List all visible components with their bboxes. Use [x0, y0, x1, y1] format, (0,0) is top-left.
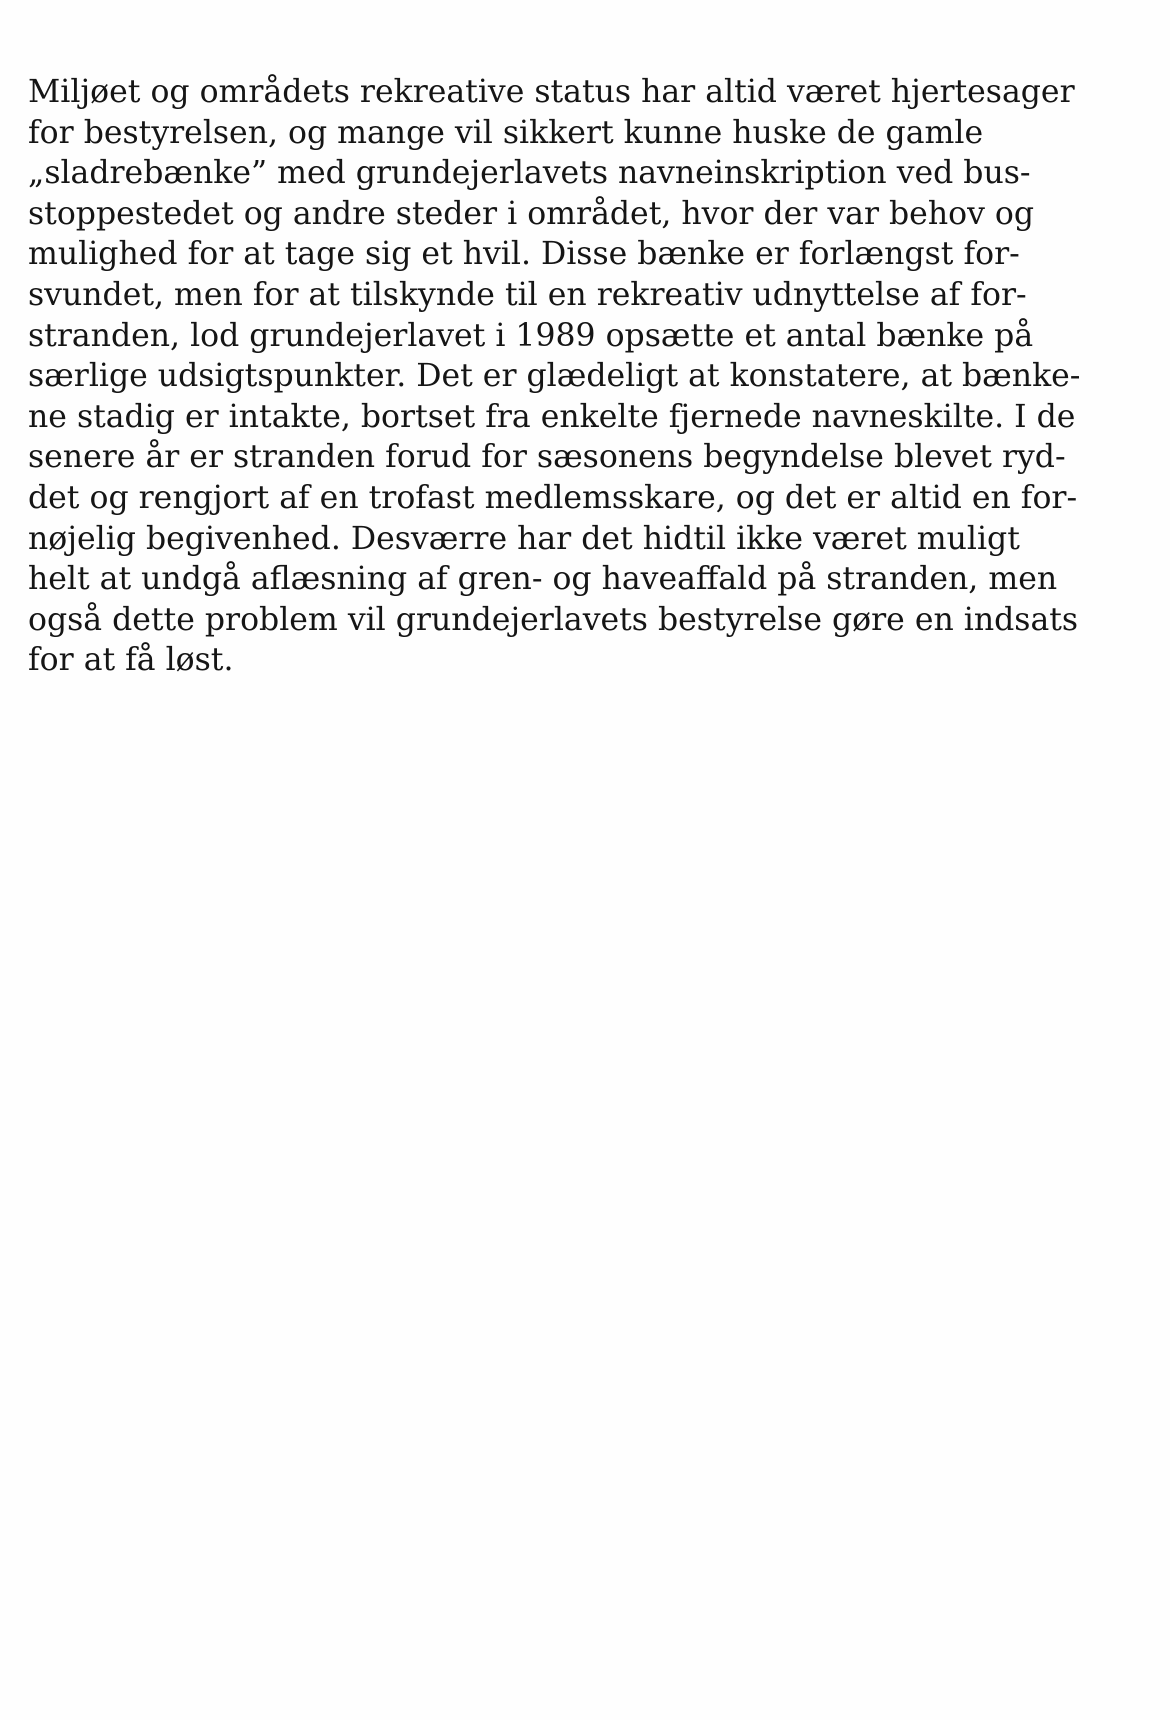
paragraph-line: særlige udsigtspunkter. Det er glædeligt at konstatere, at bænke- — [28, 358, 1081, 395]
paragraph-line: svundet, men for at tilskynde til en rekreativ udnyttelse af for- — [28, 276, 1027, 313]
paragraph-line: „sladrebænke” med grundejerlavets navneinskription ved bus- — [28, 155, 1031, 192]
paragraph-line: også dette problem vil grundejerlavets bestyrelse gøre en indsats — [28, 601, 1079, 638]
paragraph-line: Miljøet og områdets rekreative status har altid været hjertesager — [28, 74, 1075, 110]
paragraph-line: for at få løst. — [28, 642, 234, 679]
paragraph-line: ne stadig er intakte, bortset fra enkelte fjernede navneskilte. I de — [28, 398, 1076, 435]
paragraph-line: for bestyrelsen, og mange vil sikkert kunne huske de gamle — [28, 114, 984, 151]
paragraph-line: stranden, lod grundejerlavet i 1989 opsætte et antal bænke på — [28, 317, 1034, 354]
paragraph-line: stoppestedet og andre steder i området, hvor der var behov og — [28, 195, 1035, 232]
body-paragraph — [28, 72, 1138, 681]
paragraph-line: det og rengjort af en trofast medlemsskare, og det er altid en for- — [28, 479, 1078, 516]
paragraph-line: nøjelig begivenhed. Desværre har det hidtil ikke været muligt — [28, 520, 1020, 557]
paragraph-line: helt at undgå aflæsning af gren- og haveaffald på stranden, men — [28, 561, 1058, 598]
paragraph-line: senere år er stranden forud for sæsonens begyndelse blevet ryd- — [28, 439, 1066, 476]
paragraph-line: mulighed for at tage sig et hvil. Disse bænke er forlængst for- — [28, 236, 1020, 273]
